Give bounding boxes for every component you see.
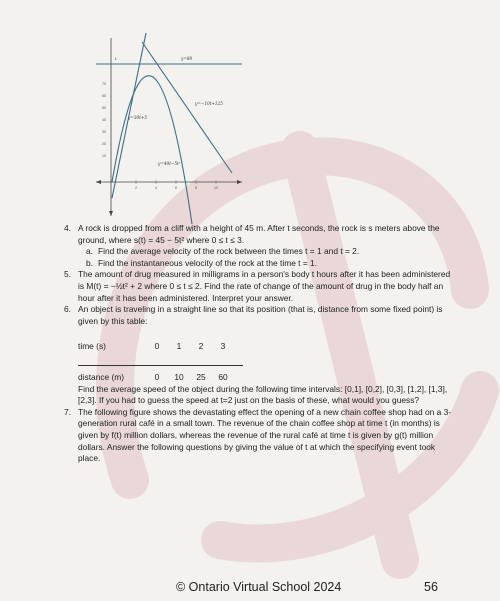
- question-4: [64, 223, 454, 269]
- x-tick-10: 10: [214, 186, 218, 190]
- question-followup-text: Find the average speed of the object during the following time intervals: [0,1], [0,2], [0,3], [1,2], [1,3], [2,3]. If you had to guess the speed at t=2 just on the basis of these, what would you guess?: [78, 383, 448, 406]
- y-tick-10: 10: [102, 154, 106, 158]
- table-header-cell: 0: [154, 341, 160, 352]
- table-cell: 25: [196, 371, 206, 382]
- question-number: 4.: [64, 223, 71, 233]
- table-cell: 0: [154, 371, 160, 382]
- y-tick-70: 70: [102, 82, 106, 86]
- table-cell: 10: [174, 371, 184, 382]
- sub-text: Find the instantaneous velocity of the rock at the time t = 1.: [98, 257, 318, 268]
- table-header-label: time (s): [78, 341, 106, 352]
- x-tick-6: 6: [175, 186, 177, 190]
- question-number: 7.: [64, 406, 71, 417]
- table-header-cell: 3: [220, 341, 226, 352]
- table-header-cell: 1: [176, 341, 182, 352]
- x-axis-arrow-right: [237, 180, 242, 184]
- question-text: The amount of drug measured in milligrams in a person's body t hours after it has been administered is M(t) = −½t² + 2 where 0 ≤ t ≤ 2. Find the rate of change of the amount of drug in the body half an hour after it has been administered. Interpret your answer.: [78, 269, 451, 303]
- question-6: [64, 304, 454, 407]
- sub-text: Find the average velocity of the rock between the times t = 1 and t = 2.: [98, 246, 360, 257]
- question-5: [64, 269, 454, 304]
- graph-figure: [92, 28, 247, 226]
- question-7: [64, 407, 454, 465]
- line-neg10t-plus-125: [142, 42, 232, 173]
- table-cell: 60: [218, 371, 228, 382]
- question-4a: [78, 246, 454, 258]
- page-number: 56: [424, 580, 438, 594]
- table-header-cell: 2: [198, 341, 204, 352]
- y-tick-50: 50: [102, 106, 106, 110]
- y-axis-arrow-down: [109, 211, 113, 216]
- x-axis-arrow-left: [96, 180, 101, 184]
- questions-section: [64, 223, 454, 465]
- y-tick-30: 30: [102, 130, 106, 134]
- x-tick-2: 2: [135, 186, 137, 190]
- question-text: A rock is dropped from a cliff with a height of 45 m. After t seconds, the rock is s meters above the ground, where s(t) = 45 − 5t² where 0 ≤ t ≤ 3.: [78, 223, 440, 245]
- copyright-text: © Ontario Virtual School 2024: [176, 580, 342, 594]
- question-number: 6.: [64, 304, 71, 315]
- page-footer: [0, 580, 500, 596]
- y-tick-40: 40: [102, 118, 106, 122]
- question-number: 5.: [64, 269, 71, 280]
- x-tick-8: 8: [195, 186, 197, 190]
- x-tick-4: 4: [155, 186, 157, 190]
- sub-label: a.: [86, 246, 93, 257]
- y-tick-60: 60: [102, 94, 106, 98]
- question-text: An object is traveling in a straight line so that its position (that is, distance from some fixed point) is given by this table:: [78, 304, 443, 326]
- label-line-left: y=30t+5: [128, 115, 148, 120]
- question-text: The following figure shows the devastating effect the opening of a new chain coffee shop had on a 3-generation rural café in a small town. The revenue of the chain coffee shop at time t (in months) is given by f(t) million dollars, whereas the revenue of the rural café at time t is given by g(t) million dollars. Answer the following questions by giving the value of t at which the specifying event took place.: [78, 406, 452, 464]
- label-line-right: y=−10t+125: [195, 101, 223, 106]
- label-parabola: y=40t−5t²: [158, 161, 181, 166]
- label-y80: y=80: [181, 56, 193, 61]
- y-axis-name: t: [115, 56, 117, 61]
- table-row: [78, 372, 454, 384]
- table-row-label: distance (m): [78, 371, 125, 382]
- y-tick-20: 20: [102, 142, 106, 146]
- question-4b: [78, 258, 454, 270]
- sub-label: b.: [86, 257, 93, 268]
- table-header-row: [78, 341, 243, 366]
